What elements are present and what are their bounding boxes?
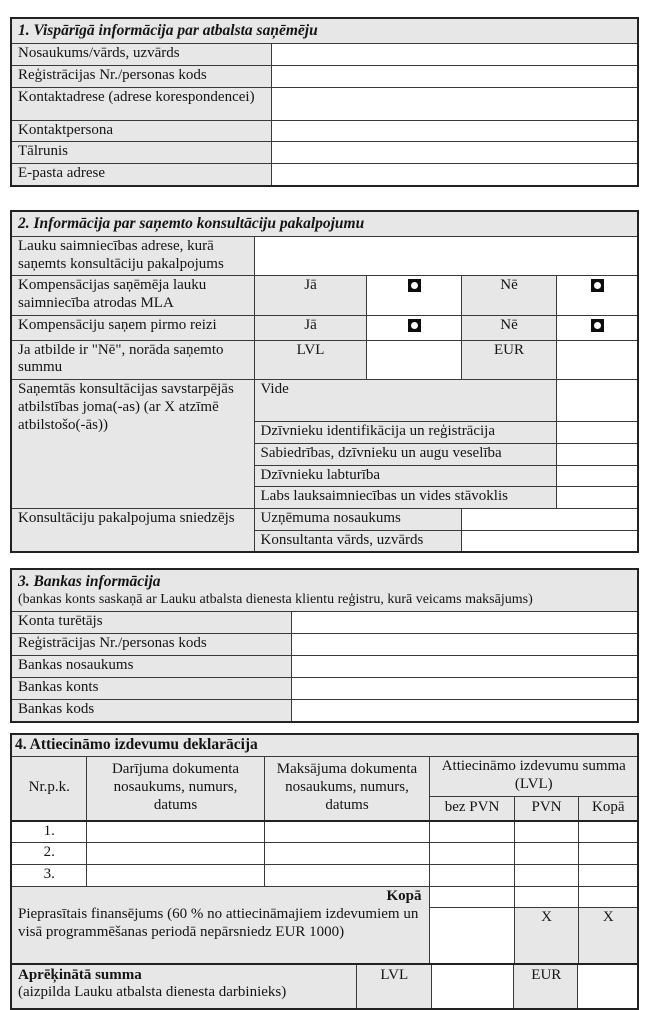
section3-header bbox=[11, 569, 638, 611]
row2-vat-input-cell[interactable] bbox=[514, 843, 578, 865]
requested-funding-label: Pieprasītais finansējums (60 % no attiecināmajiem izdevumiem un visā programmēšanas periodā nepārsniedz EUR 1000) bbox=[18, 905, 419, 940]
section1-title: 1. Vispārīgā informācija par atbalsta saņēmēju bbox=[11, 18, 638, 44]
row3-deal-doc-input-cell[interactable] bbox=[86, 865, 264, 887]
area-good-condition-mark-cell[interactable] bbox=[556, 487, 638, 509]
area-health-mark-cell[interactable] bbox=[556, 443, 638, 465]
area-label-vide: Vide bbox=[254, 380, 556, 422]
row3-payment-doc-input-cell[interactable] bbox=[264, 865, 429, 887]
name-input-cell[interactable] bbox=[271, 44, 638, 66]
contact-input-cell[interactable] bbox=[271, 120, 638, 142]
row1-number: 1. bbox=[11, 821, 86, 843]
row2-payment-doc-input-cell[interactable] bbox=[264, 843, 429, 865]
field-label-address: Kontaktadrese (adrese korespondencei) bbox=[11, 87, 271, 120]
calculated-sum-cell bbox=[12, 965, 356, 1008]
row2-deal-doc-input-cell[interactable] bbox=[86, 843, 264, 865]
requested-total-x-cell bbox=[578, 908, 638, 964]
bank-name-input-cell[interactable] bbox=[291, 656, 638, 678]
area-identification-mark-cell[interactable] bbox=[556, 422, 638, 444]
first-time-yes-checkbox-cell[interactable] bbox=[366, 315, 461, 340]
field-label-bank-regnr: Reģistrācijas Nr./personas kods bbox=[11, 634, 291, 656]
section4-table bbox=[10, 733, 639, 1010]
row3-vat-input-cell[interactable] bbox=[514, 865, 578, 887]
x-mark: X bbox=[541, 909, 552, 926]
calculated-eur-label: EUR bbox=[513, 965, 577, 1008]
lvl-label: LVL bbox=[254, 340, 366, 379]
row2-number: 2. bbox=[11, 843, 86, 865]
total-row-label: Kopā bbox=[386, 888, 422, 905]
first-time-no-checkbox-cell[interactable] bbox=[556, 315, 638, 340]
calculated-sum-note: (aizpilda Lauku atbalsta dienesta darbinieks) bbox=[18, 984, 287, 1001]
col-header-without-vat: bez PVN bbox=[429, 797, 514, 821]
total-without-vat-input-cell[interactable] bbox=[429, 887, 514, 908]
calculated-lvl-input-cell[interactable] bbox=[431, 965, 514, 1008]
field-label-bank-account: Bankas konts bbox=[11, 678, 291, 700]
mla-yes-label: Jā bbox=[254, 276, 366, 315]
total-sum-input-cell[interactable] bbox=[578, 887, 638, 908]
eur-label: EUR bbox=[461, 340, 556, 379]
row1-deal-doc-input-cell[interactable] bbox=[86, 821, 264, 843]
field-label-name: Nosaukums/vārds, uzvārds bbox=[11, 44, 271, 66]
requested-without-vat-input-cell[interactable] bbox=[429, 908, 514, 964]
radio-checkbox-icon[interactable] bbox=[591, 319, 604, 332]
address-input-cell[interactable] bbox=[271, 87, 638, 120]
bank-code-input-cell[interactable] bbox=[291, 700, 638, 722]
provider-consultant-label: Konsultanta vārds, uzvārds bbox=[254, 530, 461, 552]
first-time-no-label: Nē bbox=[461, 315, 556, 340]
provider-company-label: Uzņēmuma nosaukums bbox=[254, 508, 461, 530]
section3-table bbox=[10, 568, 639, 722]
bank-regnr-input-cell[interactable] bbox=[291, 634, 638, 656]
x-mark: X bbox=[602, 909, 614, 926]
account-holder-input-cell[interactable] bbox=[291, 612, 638, 634]
row1-total-input-cell[interactable] bbox=[578, 821, 638, 843]
field-label-contact: Kontaktpersona bbox=[11, 120, 271, 142]
mla-yes-checkbox-cell[interactable] bbox=[366, 276, 461, 315]
col-header-payment-doc: Maksājuma dokumenta nosaukums, numurs, datums bbox=[264, 757, 429, 821]
field-label-first-time: Kompensāciju saņem pirmo reizi bbox=[11, 315, 254, 340]
farm-address-input-cell[interactable] bbox=[254, 237, 638, 276]
area-label-good-condition: Labs lauksaimniecības un vides stāvoklis bbox=[254, 487, 556, 509]
requested-vat-x-cell bbox=[514, 908, 578, 964]
sum-lvl-input-cell[interactable] bbox=[366, 340, 461, 379]
radio-checkbox-icon[interactable] bbox=[408, 319, 421, 332]
first-time-yes-label: Jā bbox=[254, 315, 366, 340]
regnr-input-cell[interactable] bbox=[271, 65, 638, 87]
col-header-total: Kopā bbox=[578, 797, 638, 821]
field-label-phone: Tālrunis bbox=[11, 142, 271, 164]
row1-payment-doc-input-cell[interactable] bbox=[264, 821, 429, 843]
col-header-vat: PVN bbox=[514, 797, 578, 821]
field-label-received-sum: Ja atbilde ir "Nē", norāda saņemto summu bbox=[11, 340, 254, 379]
total-and-requested-cell bbox=[11, 887, 429, 964]
area-label-welfare: Dzīvnieku labturība bbox=[254, 465, 556, 487]
row3-number: 3. bbox=[11, 865, 86, 887]
calculated-lvl-label: LVL bbox=[356, 965, 431, 1008]
section2-title: 2. Informācija par saņemto konsultāciju pakalpojumu bbox=[11, 211, 638, 237]
field-label-email: E-pasta adrese bbox=[11, 164, 271, 186]
calculated-sum-row bbox=[11, 964, 638, 1009]
calculated-sum-label: Aprēķinātā summa bbox=[18, 966, 142, 983]
field-label-mla: Kompensācijas saņēmēja lauku saimniecība atrodas MLA bbox=[11, 276, 254, 315]
field-label-bank-name: Bankas nosaukums bbox=[11, 656, 291, 678]
total-vat-input-cell[interactable] bbox=[514, 887, 578, 908]
radio-checkbox-icon[interactable] bbox=[591, 279, 604, 292]
area-label-health: Sabiedrības, dzīvnieku un augu veselība bbox=[254, 443, 556, 465]
col-header-deal-doc: Darījuma dokumenta nosaukums, numurs, datums bbox=[86, 757, 264, 821]
mla-no-label: Nē bbox=[461, 276, 556, 315]
row1-vat-input-cell[interactable] bbox=[514, 821, 578, 843]
sum-eur-input-cell[interactable] bbox=[556, 340, 638, 379]
area-vide-mark-cell[interactable] bbox=[556, 380, 638, 422]
field-label-regnr: Reģistrācijas Nr./personas kods bbox=[11, 65, 271, 87]
bank-account-input-cell[interactable] bbox=[291, 678, 638, 700]
provider-company-input-cell[interactable] bbox=[461, 508, 638, 530]
field-label-account-holder: Konta turētājs bbox=[11, 612, 291, 634]
row3-total-input-cell[interactable] bbox=[578, 865, 638, 887]
mla-no-checkbox-cell[interactable] bbox=[556, 276, 638, 315]
calculated-eur-input-cell[interactable] bbox=[577, 965, 637, 1008]
section3-title: 3. Bankas informācija bbox=[18, 573, 161, 591]
area-label-identification: Dzīvnieku identifikācija un reģistrācija bbox=[254, 422, 556, 444]
field-label-farm-address: Lauku saimniecības adrese, kurā saņemts konsultāciju pakalpojums bbox=[11, 237, 254, 276]
field-label-bank-code: Bankas kods bbox=[11, 700, 291, 722]
section1-table bbox=[10, 17, 639, 187]
row3-without-vat-input-cell[interactable] bbox=[429, 865, 514, 887]
col-header-sum: Attiecināmo izdevumu summa (LVL) bbox=[429, 757, 638, 797]
field-label-provider: Konsultāciju pakalpojuma sniedzējs bbox=[11, 508, 254, 552]
section2-table bbox=[10, 210, 639, 554]
provider-consultant-input-cell[interactable] bbox=[461, 530, 638, 552]
area-welfare-mark-cell[interactable] bbox=[556, 465, 638, 487]
col-header-nr: Nr.p.k. bbox=[11, 757, 86, 821]
email-input-cell[interactable] bbox=[271, 164, 638, 186]
phone-input-cell[interactable] bbox=[271, 142, 638, 164]
row2-total-input-cell[interactable] bbox=[578, 843, 638, 865]
row1-without-vat-input-cell[interactable] bbox=[429, 821, 514, 843]
radio-checkbox-icon[interactable] bbox=[408, 279, 421, 292]
field-label-compliance: Saņemtās konsultācijas savstarpējās atbilstības joma(-as) (ar X atzīmē atbilstošo(-ās)) bbox=[11, 380, 254, 509]
section4-title: 4. Attiecināmo izdevumu deklarācija bbox=[11, 734, 638, 757]
section3-subtitle: (bankas konts saskaņā ar Lauku atbalsta dienesta klientu reģistru, kurā veicams maksājums) bbox=[18, 591, 533, 607]
row2-without-vat-input-cell[interactable] bbox=[429, 843, 514, 865]
